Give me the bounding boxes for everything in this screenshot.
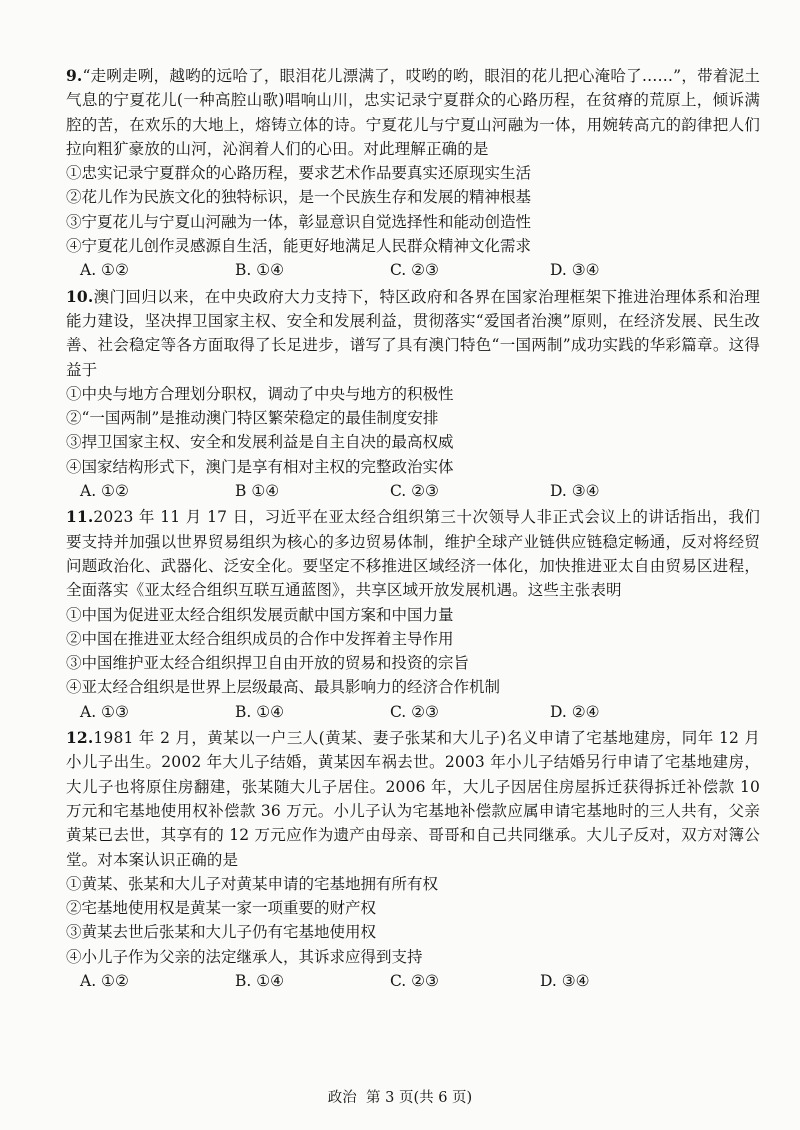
question-number: 12. [66,728,94,748]
choice-a: A. ①② [80,971,129,990]
answer-choices [66,258,760,282]
choice-c: C. ②③ [390,482,439,501]
statement-4: ④亚太经合组织是世界上层级最高、最具影响力的经济合作机制 [66,678,501,697]
question-stem [66,505,760,602]
question-text: 1981 年 2 月，黄某以一户三人(黄某、妻子张某和大儿子)名义申请了宅基地建房，同年 12 月小儿子出生。2002 年大儿子结婚，黄某因车祸去世。2003 年小儿子结婚另行申请了宅基地建房，大儿子也将原住房翻建，张某随大儿子居住。2006 年，大儿子因居住房屋拆迁获得拆迁补偿款 10 万元和宅基地使用权补偿款 36 万元。小儿子认为宅基地补偿款应属申请宅基地时的三人共有，父亲黄某已去世，其享有的 12 万元应作为遗产由母亲、哥哥和自己共同继承。大儿子反对，双方对簿公堂。对本案认识正确的是 [66,729,760,869]
choice-b: B. ①④ [235,971,285,990]
statement-4: ④小儿子作为父亲的法定继承人，其诉求应得到支持 [66,947,423,966]
statement-3: ③捍卫国家主权、安全和发展利益是自主自决的最高权威 [66,433,454,452]
statement-1: ①中国为促进亚太经合组织发展贡献中国方案和中国力量 [66,605,454,624]
choice-a: A. ①② [80,261,129,280]
statement-1: ①黄某、张某和大儿子对黄某申请的宅基地拥有所有权 [66,874,439,893]
choice-c: C. ②③ [390,261,439,280]
choice-a: A. ①③ [80,702,129,721]
question-12 [66,726,760,993]
statement-2: ②“一国两制”是推动澳门特区繁荣稳定的最佳制度安排 [66,409,439,428]
statement-2: ②宅基地使用权是黄某一家一项重要的财产权 [66,899,377,918]
statement-3: ③黄某去世后张某和大儿子仍有宅基地使用权 [66,923,377,942]
choice-a: A. ①② [80,482,129,501]
choice-d: D. ③④ [540,971,590,990]
choice-b: B. ①④ [235,702,285,721]
choice-b: B ①④ [235,482,280,501]
answer-choices [66,969,760,993]
question-stem [66,64,760,161]
footer-subject: 政治 [327,1090,357,1106]
question-stem [66,285,760,382]
statement-1: ①中央与地方合理划分职权，调动了中央与地方的积极性 [66,384,454,403]
answer-choices [66,479,760,503]
question-10 [66,285,760,504]
choice-c: C. ②③ [390,971,439,990]
question-9 [66,64,760,283]
question-number: 10. [66,286,94,306]
choice-d: D. ③④ [550,482,600,501]
choice-d: D. ③④ [550,261,600,280]
statement-2: ②中国在推进亚太经合组织成员的合作中发挥着主导作用 [66,629,454,648]
question-number: 9. [66,66,83,85]
question-11 [66,505,760,724]
statement-2: ②花儿作为民族文化的独特标识，是一个民族生存和发展的精神根基 [66,188,532,207]
statement-3: ③中国维护亚太经合组织捍卫自由开放的贸易和投资的宗旨 [66,654,470,673]
choice-d: D. ②④ [550,702,600,721]
statement-3: ③宁夏花儿与宁夏山河融为一体，彰显意识自觉选择性和能动创造性 [66,212,532,231]
choice-c: C. ②③ [390,702,439,721]
footer-page-number: 第 3 页(共 6 页) [366,1090,473,1106]
question-text: 2023 年 11 月 17 日，习近平在亚太经合组织第三十次领导人非正式会议上的讲话指出，我们要支持并加强以世界贸易组织为核心的多边贸易体制，维护全球产业链供应链稳定畅通，反对将经贸问题政治化、武器化、泛安全化。要坚定不移推进区域经济一体化，加快推进亚太自由贸易区进程，全面落实《亚太经合组织互联互通蓝图》，共享区域开放发展机遇。这些主张表明 [66,508,760,600]
statement-1: ①忠实记录宁夏群众的心路历程，要求艺术作品要真实还原现实生活 [66,164,532,183]
question-number: 11. [66,507,94,527]
question-text: “走咧走咧，越哟的远哈了，眼泪花儿漂满了，哎哟的哟，眼泪的花儿把心淹哈了……”，带着泥土气息的宁夏花儿(一种高腔山歌)唱响山川，忠实记录宁夏群众的心路历程，在贫瘠的荒原上，倾诉满腔的苦，在欢乐的大地上，熔铸立体的诗。宁夏花儿与宁夏山河融为一体，用婉转高亢的韵律把人们拉向粗犷豪放的山河，沁润着人们的心田。对此理解正确的是 [66,67,760,158]
statement-4: ④国家结构形式下，澳门是享有相对主权的完整政治实体 [66,457,454,476]
question-text: 澳门回归以来，在中央政府大力支持下，特区政府和各界在国家治理框架下推进治理体系和治理能力建设，坚决捍卫国家主权、安全和发展利益，贯彻落实“爱国者治澳”原则，在经济发展、民生改善、社会稳定等各方面取得了长足进步，谱写了具有澳门特色“一国两制”成功实践的华彩篇章。这得益于 [66,287,760,379]
statement-4: ④宁夏花儿创作灵感源自生活，能更好地满足人民群众精神文化需求 [66,237,532,256]
choice-b: B. ①④ [235,261,285,280]
question-stem [66,726,760,872]
answer-choices [66,700,760,724]
page-footer [0,1086,800,1107]
